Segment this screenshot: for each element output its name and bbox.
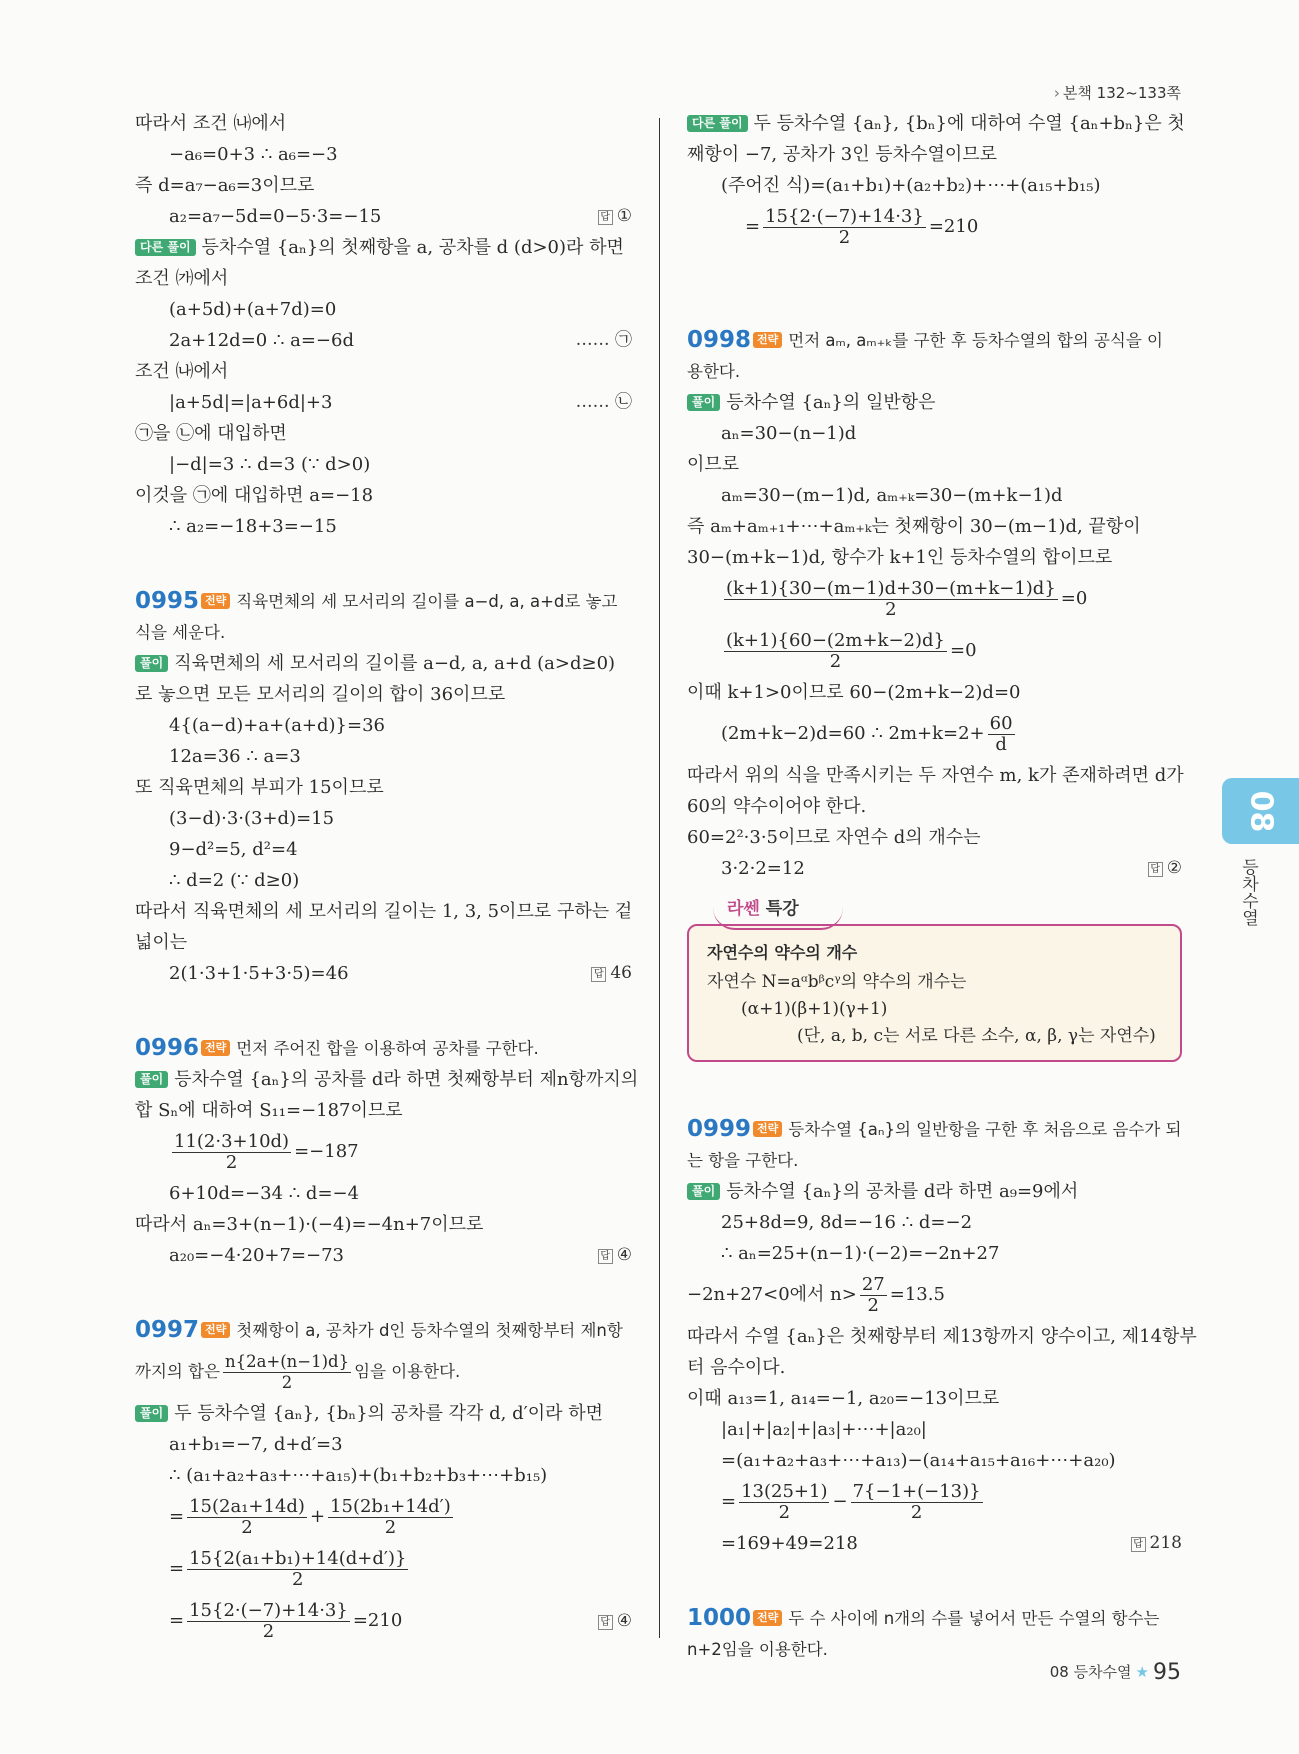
text-line: 이때 a₁₃=1, a₁₄=−1, a₂₀=−13이므로 [687,1388,1000,1409]
alt-solution: 다른 풀이 등차수열 {aₙ}의 첫째항을 a, 공차를 d (d>0)라 하면 [135,232,632,263]
text-line: 용한다. [687,362,741,381]
math-line: a₂=a₇−5d=0−5·3=−15 답 ① [135,201,632,232]
answer-icon: 답 [598,1615,613,1630]
text-line: 이므로 [687,454,740,475]
text-line: 합 Sₙ에 대하여 S₁₁=−187이므로 [135,1100,403,1121]
fraction: $\frac{11(2\cdot 3+10d)}{2}$ [174,1130,290,1173]
problem-number: 0997 [135,1317,200,1343]
strategy-tag: 전략 [753,1121,782,1137]
column-divider [659,118,660,1638]
math-line: |−d|=3 ∴ d=3 (∵ d>0) [169,454,371,475]
strategy-tag: 전략 [201,593,230,609]
math-line: = $\frac{15\{2\cdot(-7)+14\cdot 3\}}{2}$ =210 [745,205,979,248]
page-footer: 08 등차수열 ★ 95 [1049,1660,1181,1685]
math-line: a₁+b₁=−7, d+d′=3 [169,1434,343,1455]
lecture-line: (α+1)(β+1)(γ+1) [741,999,888,1019]
solution-line: 풀이 등차수열 {aₙ}의 공차를 d라 하면 a₉=9에서 [687,1176,1182,1207]
answer-icon: 답 [1131,1537,1146,1552]
text-line: 따라서 위의 식을 만족시키는 두 자연수 m, k가 존재하려면 d가 [687,765,1184,786]
math-line: 4{(a−d)+a+(a+d)}=36 [169,715,385,736]
fraction: $\frac{27}{2}$ [861,1273,885,1316]
math-line: aₙ=30−(n−1)d [721,423,857,444]
math-line: ∴ d=2 (∵ d≥0) [169,870,300,891]
text-line: 조건 ㈏에서 [135,361,229,382]
solution-line: 풀이 두 등차수열 {aₙ}, {bₙ}의 공차를 각각 d, d′이라 하면 [135,1398,632,1429]
answer-icon: 답 [598,210,613,225]
fraction: $\frac{15\{2\cdot(-7)+14\cdot 3\}}{2}$ [765,205,924,248]
math-line: =169+49=218 답 218 [687,1528,1182,1559]
alt-solution-tag: 다른 풀이 [135,239,196,256]
text-line: 는 항을 구한다. [687,1151,799,1170]
text-line: 로 놓으면 모든 모서리의 길이의 합이 36이므로 [135,684,506,705]
left-column [135,108,639,1647]
math-line: 25+8d=9, 8d=−16 ∴ d=−2 [721,1212,973,1233]
fraction: $\frac{\text{15\{2(a₁+b₁)+14(d+d′)\}}}{2}$ [189,1547,407,1590]
chapter-name: 등차수열 [1238,858,1258,926]
answer-icon: 답 [1148,862,1163,877]
math-line: $\frac{(k+1)\{30-(m-1)d+30-(m+k-1)d\}}{2}$ =0 [726,577,1088,620]
problem-header-0999: 0999 전략 등차수열 {aₙ}의 일반항을 구한 후 처음으로 음수가 되 [687,1116,1182,1142]
text-line: 조건 ㈎에서 [135,268,229,289]
math-line: |a+5d|=|a+6d|+3 …… ㉡ [135,387,632,418]
text-line: 터 음수이다. [687,1357,786,1378]
fraction: $\frac{\text{15(2a₁+14d)}}{2}$ [189,1495,305,1538]
solution-tag: 풀이 [135,655,168,672]
lecture-content [687,924,1182,1062]
fraction: $\frac{7\{-1+(-13)\}}{2}$ [852,1480,981,1523]
lecture-title: 라쎈 특강 [727,894,1182,924]
lecture-heading: 자연수의 약수의 개수 [707,943,858,962]
chapter-tab[interactable]: 08 [1222,778,1299,844]
text-line: 째항이 −7, 공차가 3인 등차수열이므로 [687,144,998,165]
fraction: $\frac{(k+1)\{30-(m-1)d+30-(m+k-1)d\}}{2}$ [726,577,1056,620]
text-line: 즉 aₘ+aₘ₊₁+⋯+aₘ₊ₖ는 첫째항이 30−(m−1)d, 끝항이 [687,516,1141,537]
lecture-line: (단, a, b, c는 서로 다른 소수, α, β, γ는 자연수) [797,1026,1156,1046]
star-icon: ★ [1135,1663,1149,1681]
text-line: 까지의 합은 $\frac{n\{2a+(n-1)d\}}{2}$ 임을 이용한다. [135,1352,461,1392]
solution-line: 풀이 등차수열 {aₙ}의 공차를 d라 하면 첫째항부터 제n항까지의 [135,1064,632,1095]
math-line: (3−d)·3·(3+d)=15 [169,808,335,829]
text-line: 따라서 직육면체의 세 모서리의 길이는 1, 3, 5이므로 구하는 겉 [135,901,633,922]
problem-header-0998: 0998 전략 먼저 aₘ, aₘ₊ₖ를 구한 후 등차수열의 합의 공식을 이 [687,327,1163,353]
math-line: (2m+k−2)d=60 ∴ 2m+k=2+ $\frac{60}{d}$ [721,712,1013,755]
math-line: −2n+27<0에서 n> $\frac{27}{2}$ =13.5 [687,1273,945,1316]
right-column [687,108,1197,1665]
problem-header-0996: 0996 전략 먼저 주어진 합을 이용하여 공차를 구한다. [135,1035,539,1061]
answer: 답 ① [598,201,632,232]
problem-number: 0999 [687,1116,752,1142]
text-line: 따라서 aₙ=3+(n−1)·(−4)=−4n+7이므로 [135,1214,484,1235]
math-line: 9−d²=5, d²=4 [169,839,298,860]
math-line: ∴ (a₁+a₂+a₃+⋯+a₁₅)+(b₁+b₂+b₃+⋯+b₁₅) [169,1465,548,1486]
math-line: (a+5d)+(a+7d)=0 [169,299,337,320]
fraction: $\frac{n\{2a+(n-1)d\}}{2}$ [224,1352,350,1392]
problem-number: 0996 [135,1035,200,1061]
math-line: = $\frac{\text{15\{2(a₁+b₁)+14(d+d′)\}}}{2}$ [169,1547,407,1590]
fraction: $\frac{60}{d}$ [989,712,1013,755]
math-line: 3·2·2=12 답 ② [687,853,1182,884]
chevron-right-icon: › [1053,84,1060,102]
text-line: 식을 세운다. [135,623,226,642]
text-line: 이때 k+1>0이므로 60−(2m+k−2)d=0 [687,682,1021,703]
problem-number: 0995 [135,588,200,614]
math-line: 6+10d=−34 ∴ d=−4 [169,1183,360,1204]
text-line: 또 직육면체의 부피가 15이므로 [135,777,384,798]
answer: 답 ④ [598,1240,632,1271]
problem-number: 0998 [687,327,752,353]
text-line: 30−(m+k−1)d, 항수가 k+1인 등차수열의 합이므로 [687,547,1113,568]
math-line: |a₁|+|a₂|+|a₃|+⋯+|a₂₀| [721,1419,927,1440]
text-line: 즉 d=a₇−a₆=3이므로 [135,175,315,196]
equation-mark: …… ㉠ [575,330,632,350]
math-line: aₘ=30−(m−1)d, aₘ₊ₖ=30−(m+k−1)d [721,485,1063,506]
math-line: 2(1·3+1·5+3·5)=46 답 46 [135,958,632,989]
text-line: 60의 약수이어야 한다. [687,796,867,817]
lecture-arc-decoration [713,908,843,930]
text-line: n+2임을 이용한다. [687,1640,828,1659]
problem-header-1000: 1000 전략 두 수 사이에 n개의 수를 넣어서 만든 수열의 항수는 [687,1605,1160,1631]
math-line: 12a=36 ∴ a=3 [169,746,301,767]
math-line: = $\frac{15\{2\cdot(-7)+14\cdot 3\}}{2}$ =210 답 ④ [135,1595,632,1647]
math-line: (주어진 식)=(a₁+b₁)+(a₂+b₂)+⋯+(a₁₅+b₁₅) [721,175,1101,196]
math-line: a₂₀=−4·20+7=−73 답 ④ [135,1240,632,1271]
problem-number: 1000 [687,1605,752,1631]
answer: 답 ④ [598,1595,632,1647]
lecture-line: 자연수 N=aᵅbᵝcᵞ의 약수의 개수는 [707,972,967,992]
page-reference: › 본책 132~133쪽 [1053,84,1181,102]
problem-header-0997: 0997 전략 첫째항이 a, 공차가 d인 등차수열의 첫째항부터 제n항 [135,1317,623,1343]
math-line: ∴ a₂=−18+3=−15 [169,516,337,537]
answer-icon: 답 [591,967,606,982]
text-line: 따라서 조건 ㈏에서 [135,113,287,134]
lecture-box [687,894,1182,1062]
page-number: 95 [1153,1660,1181,1685]
alt-solution-tag: 다른 풀이 [687,115,748,132]
solution-line: 풀이 직육면체의 세 모서리의 길이를 a−d, a, a+d (a>d≥0) [135,648,632,679]
fraction: $\frac{(k+1)\{60-(2m+k-2)d\}}{2}$ [726,629,945,672]
fraction: $\frac{13(25+1)}{2}$ [741,1480,828,1523]
math-line: = $\frac{13(25+1)}{2}$ − $\frac{7\{-1+(-13)\}}{2}$ [721,1480,981,1523]
math-line: $\frac{(k+1)\{60-(2m+k-2)d\}}{2}$ =0 [726,629,977,672]
fraction: $\frac{\text{15(2b₁+14d′)}}{2}$ [330,1495,451,1538]
text-line: 이것을 ㉠에 대입하면 a=−18 [135,485,374,506]
strategy-tag: 전략 [753,1610,782,1626]
problem-header-0995: 0995 전략 직육면체의 세 모서리의 길이를 a−d, a, a+d로 놓고 [135,588,618,614]
solution-tag: 풀이 [687,1183,720,1200]
answer: 답 ② [1148,853,1182,884]
text-line: 60=2²·3·5이므로 자연수 d의 개수는 [687,827,981,848]
math-line: =(a₁+a₂+a₃+⋯+a₁₃)−(a₁₄+a₁₅+a₁₆+⋯+a₂₀) [721,1450,1116,1471]
math-line: 2a+12d=0 ∴ a=−6d …… ㉠ [135,325,632,356]
math-line: −a₆=0+3 ∴ a₆=−3 [169,144,338,165]
solution-line: 풀이 등차수열 {aₙ}의 일반항은 [687,387,1182,418]
text-line: ㉠을 ㉡에 대입하면 [135,423,287,444]
alt-solution: 다른 풀이 두 등차수열 {aₙ}, {bₙ}에 대하여 수열 {aₙ+bₙ}은 첫 [687,108,1182,139]
solution-tag: 풀이 [135,1405,168,1422]
strategy-tag: 전략 [201,1040,230,1056]
math-line: $\frac{11(2\cdot 3+10d)}{2}$ =−187 [174,1130,359,1173]
solution-tag: 풀이 [687,394,720,411]
text-line: 따라서 수열 {aₙ}은 첫째항부터 제13항까지 양수이고, 제14항부 [687,1326,1197,1347]
math-line: = $\frac{\text{15(2a₁+14d)}}{2}$ + $\frac{\text{15(2b₁+14d′)}}{2}$ [169,1495,451,1538]
text-line: 넓이는 [135,932,188,953]
answer-icon: 답 [598,1249,613,1264]
answer: 답 46 [591,958,632,989]
equation-mark: …… ㉡ [575,392,632,412]
strategy-tag: 전략 [201,1322,230,1338]
strategy-tag: 전략 [753,332,782,348]
solution-tag: 풀이 [135,1071,168,1088]
answer: 답 218 [1131,1528,1182,1559]
fraction: $\frac{15\{2\cdot(-7)+14\cdot 3\}}{2}$ [189,1599,348,1642]
math-line: ∴ aₙ=25+(n−1)·(−2)=−2n+27 [721,1243,1000,1264]
